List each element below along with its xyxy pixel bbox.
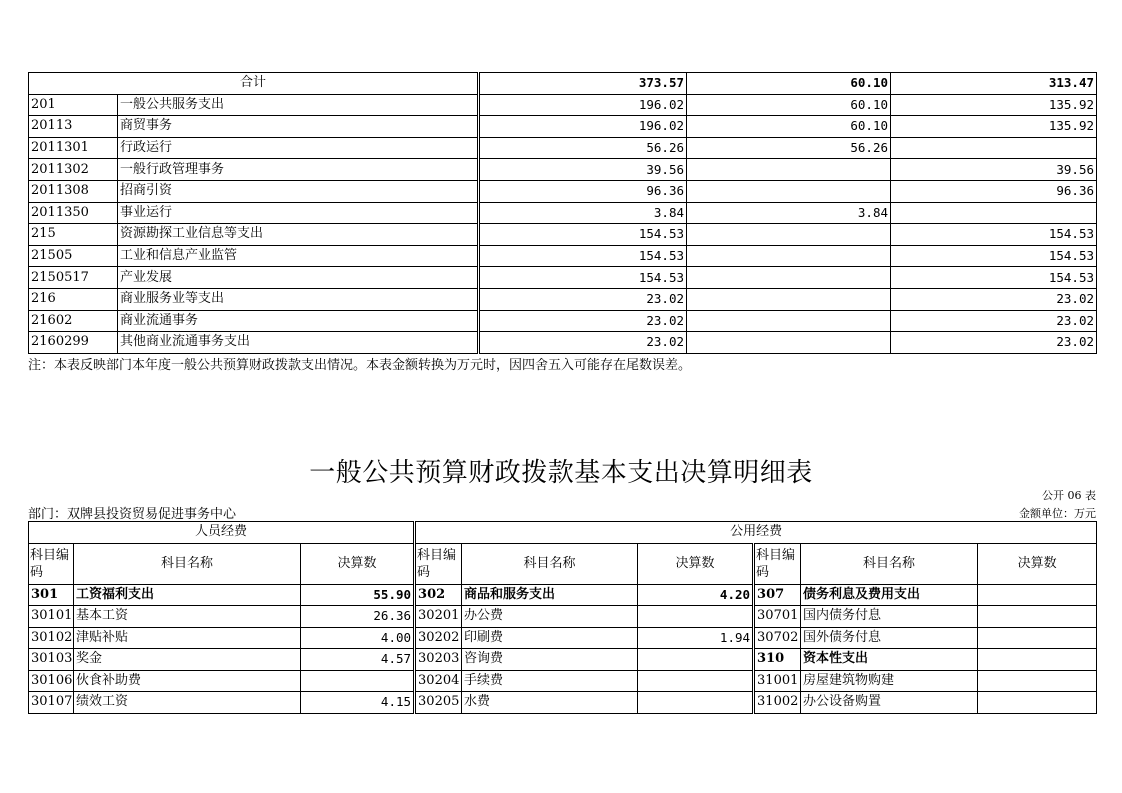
total-row	[29, 73, 1097, 95]
total-label: 合计	[29, 73, 479, 95]
subject-code: 20113	[29, 116, 118, 138]
other-amount	[978, 627, 1097, 649]
other-code: 31002	[754, 692, 801, 714]
goods-services-name: 商品和服务支出	[462, 584, 638, 606]
other-amount	[978, 670, 1097, 692]
personnel-name: 奖金	[74, 649, 301, 671]
project-amount: 154.53	[891, 267, 1097, 289]
table-row	[29, 332, 1097, 354]
subject-code: 215	[29, 224, 118, 246]
subject-name: 一般公共服务支出	[118, 94, 479, 116]
basic-amount: 3.84	[687, 202, 891, 224]
expenditure-summary-body	[29, 73, 1097, 354]
subject-name: 招商引资	[118, 180, 479, 202]
subject-code: 2011350	[29, 202, 118, 224]
col-header-amount: 决算数	[301, 543, 415, 584]
goods-services-amount	[638, 670, 754, 692]
personnel-code: 30102	[29, 627, 74, 649]
personnel-name: 伙食补助费	[74, 670, 301, 692]
col-header-code: 科目编码	[29, 543, 74, 584]
col-header-amount: 决算数	[638, 543, 754, 584]
total-amount: 3.84	[479, 202, 687, 224]
group-header-row	[29, 522, 1097, 544]
personnel-code: 301	[29, 584, 74, 606]
basic-amount	[687, 332, 891, 354]
basic-amount: 56.26	[687, 137, 891, 159]
subject-code: 21602	[29, 310, 118, 332]
personnel-name: 基本工资	[74, 606, 301, 628]
personnel-code: 30103	[29, 649, 74, 671]
personnel-name: 绩效工资	[74, 692, 301, 714]
group-personnel-header: 人员经费	[29, 522, 415, 544]
personnel-amount: 4.57	[301, 649, 415, 671]
subject-name: 资源勘探工业信息等支出	[118, 224, 479, 246]
table-row	[29, 116, 1097, 138]
project-amount	[891, 137, 1097, 159]
basic-amount	[687, 310, 891, 332]
basic-amount	[687, 159, 891, 181]
goods-services-code: 302	[415, 584, 462, 606]
basic-expenditure-detail-table	[28, 521, 1097, 714]
goods-services-code: 30201	[415, 606, 462, 628]
other-code: 31001	[754, 670, 801, 692]
other-amount	[978, 584, 1097, 606]
personnel-name: 工资福利支出	[74, 584, 301, 606]
goods-services-amount	[638, 692, 754, 714]
subject-code: 2150517	[29, 267, 118, 289]
goods-services-code: 30202	[415, 627, 462, 649]
goods-services-amount: 1.94	[638, 627, 754, 649]
personnel-amount: 55.90	[301, 584, 415, 606]
other-name: 债务利息及费用支出	[801, 584, 978, 606]
subject-name: 商业服务业等支出	[118, 288, 479, 310]
other-code: 30702	[754, 627, 801, 649]
goods-services-amount	[638, 606, 754, 628]
table-row	[29, 606, 1097, 628]
total-amount: 56.26	[479, 137, 687, 159]
personnel-amount: 26.36	[301, 606, 415, 628]
goods-services-name: 咨询费	[462, 649, 638, 671]
subject-code: 21505	[29, 245, 118, 267]
page-title: 一般公共预算财政拨款基本支出决算明细表	[309, 458, 813, 488]
other-amount	[978, 649, 1097, 671]
personnel-code: 30101	[29, 606, 74, 628]
subject-code: 2011301	[29, 137, 118, 159]
table-row	[29, 627, 1097, 649]
subject-code: 201	[29, 94, 118, 116]
goods-services-amount	[638, 649, 754, 671]
detail-table-body	[29, 522, 1097, 714]
other-name: 办公设备购置	[801, 692, 978, 714]
total-amount: 96.36	[479, 180, 687, 202]
subject-code: 2160299	[29, 332, 118, 354]
subject-code: 216	[29, 288, 118, 310]
total-amount: 196.02	[479, 116, 687, 138]
goods-services-amount: 4.20	[638, 584, 754, 606]
subject-name: 商业流通事务	[118, 310, 479, 332]
project-amount	[891, 202, 1097, 224]
goods-services-code: 30205	[415, 692, 462, 714]
column-header-row	[29, 543, 1097, 584]
other-name: 资本性支出	[801, 649, 978, 671]
personnel-amount: 4.00	[301, 627, 415, 649]
goods-services-name: 办公费	[462, 606, 638, 628]
expenditure-summary-table	[28, 72, 1097, 354]
personnel-code: 30106	[29, 670, 74, 692]
other-amount	[978, 692, 1097, 714]
subject-name: 行政运行	[118, 137, 479, 159]
other-code: 310	[754, 649, 801, 671]
col-header-code: 科目编码	[754, 543, 801, 584]
subject-name: 事业运行	[118, 202, 479, 224]
other-code: 30701	[754, 606, 801, 628]
other-name: 房屋建筑物购建	[801, 670, 978, 692]
table-row	[29, 310, 1097, 332]
personnel-code: 30107	[29, 692, 74, 714]
department-label: 部门：双牌县投资贸易促进事务中心	[28, 507, 237, 522]
total-amount: 23.02	[479, 332, 687, 354]
table-row	[29, 202, 1097, 224]
goods-services-code: 30203	[415, 649, 462, 671]
basic-amount	[687, 224, 891, 246]
project-amount: 96.36	[891, 180, 1097, 202]
goods-services-code: 30204	[415, 670, 462, 692]
subject-name: 商贸事务	[118, 116, 479, 138]
total-amount: 39.56	[479, 159, 687, 181]
project-amount: 39.56	[891, 159, 1097, 181]
personnel-amount: 4.15	[301, 692, 415, 714]
subject-code: 2011308	[29, 180, 118, 202]
project-amount: 135.92	[891, 116, 1097, 138]
project-amount: 23.02	[891, 288, 1097, 310]
total-amount: 23.02	[479, 288, 687, 310]
personnel-name: 津贴补贴	[74, 627, 301, 649]
project-amount: 154.53	[891, 245, 1097, 267]
total-basic: 60.10	[687, 73, 891, 95]
total-project: 313.47	[891, 73, 1097, 95]
col-header-amount: 决算数	[978, 543, 1097, 584]
col-header-name: 科目名称	[74, 543, 301, 584]
project-amount: 154.53	[891, 224, 1097, 246]
subject-name: 工业和信息产业监管	[118, 245, 479, 267]
table-row	[29, 94, 1097, 116]
total-amount: 154.53	[479, 224, 687, 246]
goods-services-name: 印刷费	[462, 627, 638, 649]
table-row	[29, 649, 1097, 671]
total-amount: 23.02	[479, 310, 687, 332]
project-amount: 23.02	[891, 310, 1097, 332]
other-name: 国内债务付息	[801, 606, 978, 628]
total-amount: 373.57	[479, 73, 687, 95]
table-code: 公开 06 表	[1042, 489, 1096, 502]
goods-services-name: 手续费	[462, 670, 638, 692]
table-row	[29, 288, 1097, 310]
table-row	[29, 180, 1097, 202]
goods-services-name: 水费	[462, 692, 638, 714]
total-amount: 154.53	[479, 245, 687, 267]
table-row	[29, 692, 1097, 714]
table-row	[29, 670, 1097, 692]
basic-amount	[687, 180, 891, 202]
col-header-name: 科目名称	[801, 543, 978, 584]
total-amount: 154.53	[479, 267, 687, 289]
basic-amount: 60.10	[687, 116, 891, 138]
table-row	[29, 267, 1097, 289]
project-amount: 135.92	[891, 94, 1097, 116]
table-row	[29, 224, 1097, 246]
table-row	[29, 159, 1097, 181]
subject-name: 产业发展	[118, 267, 479, 289]
table-row	[29, 137, 1097, 159]
table-row	[29, 584, 1097, 606]
table-row	[29, 245, 1097, 267]
subject-name: 其他商业流通事务支出	[118, 332, 479, 354]
personnel-amount	[301, 670, 415, 692]
other-code: 307	[754, 584, 801, 606]
group-public-header: 公用经费	[415, 522, 1097, 544]
project-amount: 23.02	[891, 332, 1097, 354]
subject-code: 2011302	[29, 159, 118, 181]
basic-amount	[687, 288, 891, 310]
basic-amount: 60.10	[687, 94, 891, 116]
table-note: 注：本表反映部门本年度一般公共预算财政拨款支出情况。本表金额转换为万元时，因四舍五入可能存在尾数误差。	[28, 358, 692, 373]
basic-amount	[687, 267, 891, 289]
subject-name: 一般行政管理事务	[118, 159, 479, 181]
other-name: 国外债务付息	[801, 627, 978, 649]
basic-amount	[687, 245, 891, 267]
other-amount	[978, 606, 1097, 628]
col-header-name: 科目名称	[462, 543, 638, 584]
total-amount: 196.02	[479, 94, 687, 116]
amount-unit-label: 金额单位：万元	[1019, 507, 1096, 520]
col-header-code: 科目编码	[415, 543, 462, 584]
